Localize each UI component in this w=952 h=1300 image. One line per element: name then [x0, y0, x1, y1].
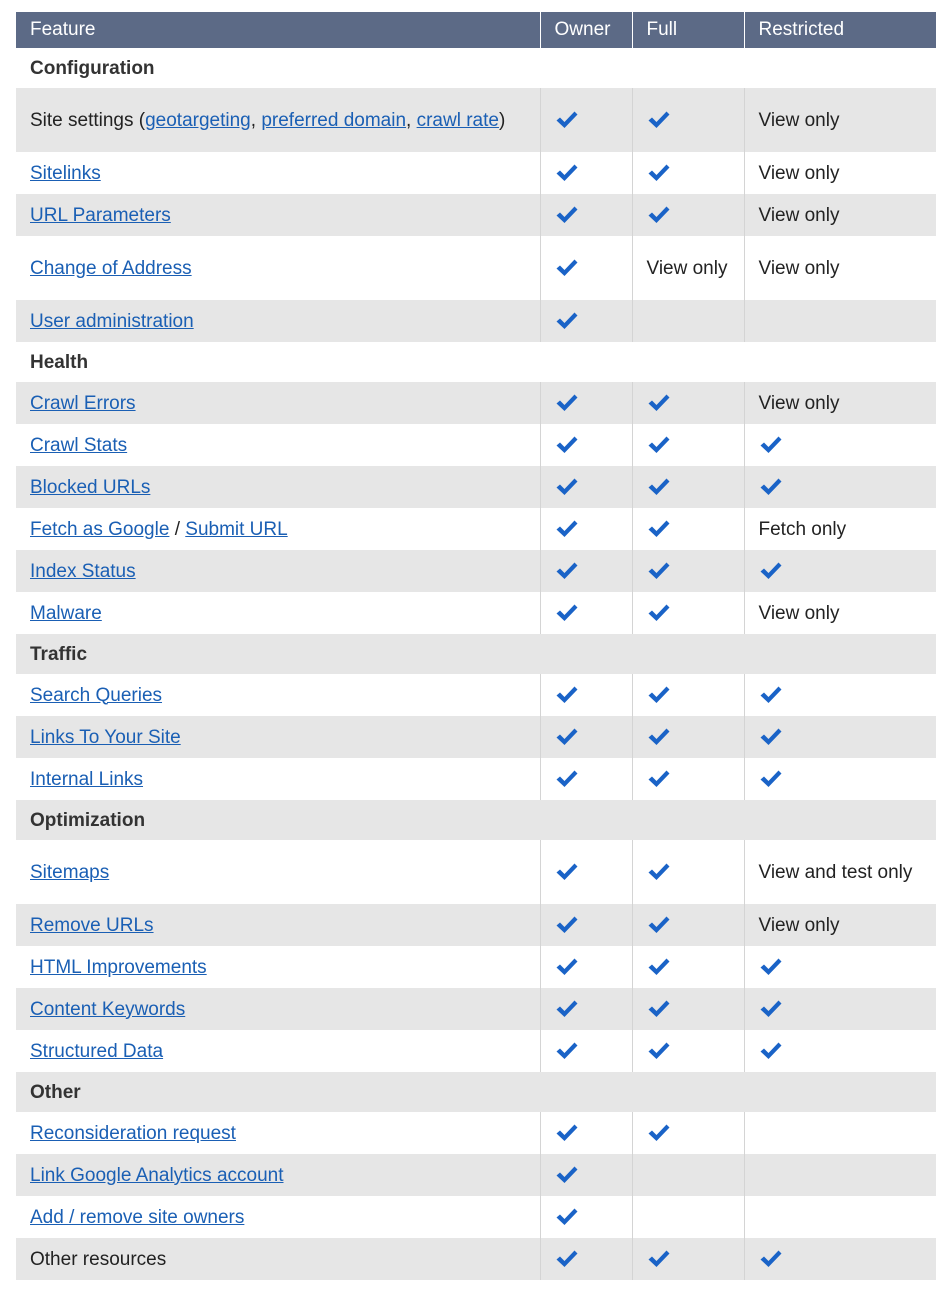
feature-cell	[16, 550, 540, 592]
restricted-cell	[744, 758, 936, 800]
checkmark-icon	[555, 999, 579, 1019]
checkmark-icon	[647, 435, 671, 455]
restricted-permission-text: View only	[758, 257, 840, 279]
feature-text: ,	[406, 109, 417, 131]
table-body	[16, 48, 936, 1280]
feature-link-submit-url[interactable]: Submit URL	[185, 518, 288, 540]
table-row	[16, 946, 936, 988]
checkmark-icon	[555, 727, 579, 747]
checkmark-icon	[759, 477, 783, 497]
feature-cell	[16, 674, 540, 716]
owner-cell	[540, 1112, 632, 1154]
table-row	[16, 1238, 936, 1280]
checkmark-icon	[759, 1249, 783, 1269]
table-row	[16, 300, 936, 342]
restricted-cell	[744, 592, 936, 634]
section-row-traffic	[16, 634, 936, 674]
owner-cell	[540, 424, 632, 466]
full-cell	[632, 946, 744, 988]
restricted-permission-text: View only	[758, 109, 840, 131]
feature-link-crawl-rate[interactable]: crawl rate	[416, 109, 499, 131]
owner-cell	[540, 550, 632, 592]
section-cell	[632, 800, 744, 840]
checkmark-icon	[759, 999, 783, 1019]
table-row	[16, 904, 936, 946]
table-row	[16, 466, 936, 508]
checkmark-icon	[647, 957, 671, 977]
section-cell	[540, 1072, 632, 1112]
checkmark-icon	[555, 561, 579, 581]
checkmark-icon	[555, 1165, 579, 1185]
checkmark-icon	[647, 999, 671, 1019]
permissions-table-container	[16, 12, 936, 1280]
feature-link-user-administration[interactable]: User administration	[30, 310, 194, 332]
full-cell	[632, 382, 744, 424]
checkmark-icon	[555, 915, 579, 935]
section-row-other	[16, 1072, 936, 1112]
table-row	[16, 424, 936, 466]
table-row	[16, 758, 936, 800]
owner-cell	[540, 1030, 632, 1072]
restricted-cell	[744, 988, 936, 1030]
owner-cell	[540, 508, 632, 550]
owner-cell	[540, 988, 632, 1030]
restricted-cell	[744, 236, 936, 300]
full-cell	[632, 1154, 744, 1196]
full-cell	[632, 194, 744, 236]
checkmark-icon	[647, 1249, 671, 1269]
checkmark-icon	[555, 205, 579, 225]
table-row	[16, 840, 936, 904]
feature-link-crawl-stats[interactable]: Crawl Stats	[30, 434, 128, 456]
feature-link-crawl-errors[interactable]: Crawl Errors	[30, 392, 136, 414]
full-cell	[632, 1112, 744, 1154]
full-cell	[632, 300, 744, 342]
full-cell	[632, 1196, 744, 1238]
restricted-cell	[744, 1196, 936, 1238]
section-cell	[744, 342, 936, 382]
table-row	[16, 236, 936, 300]
checkmark-icon	[555, 519, 579, 539]
restricted-cell	[744, 194, 936, 236]
owner-cell	[540, 592, 632, 634]
full-permission-text: View only	[646, 257, 728, 279]
checkmark-icon	[647, 205, 671, 225]
full-cell	[632, 152, 744, 194]
section-cell	[632, 342, 744, 382]
feature-link-sitelinks[interactable]: Sitelinks	[30, 162, 101, 184]
checkmark-icon	[647, 561, 671, 581]
checkmark-icon	[647, 393, 671, 413]
restricted-cell	[744, 1030, 936, 1072]
owner-cell	[540, 674, 632, 716]
feature-link-search-queries[interactable]: Search Queries	[30, 684, 163, 706]
restricted-cell	[744, 508, 936, 550]
feature-cell	[16, 300, 540, 342]
feature-cell	[16, 904, 540, 946]
owner-cell	[540, 466, 632, 508]
owner-cell	[540, 88, 632, 152]
feature-cell	[16, 466, 540, 508]
restricted-cell	[744, 946, 936, 988]
feature-link-remove-urls[interactable]: Remove URLs	[30, 914, 154, 936]
checkmark-icon	[555, 862, 579, 882]
checkmark-icon	[555, 1041, 579, 1061]
checkmark-icon	[759, 1041, 783, 1061]
feature-link-structured-data[interactable]: Structured Data	[30, 1040, 164, 1062]
feature-cell	[16, 592, 540, 634]
checkmark-icon	[759, 727, 783, 747]
table-row	[16, 194, 936, 236]
feature-link-html-improvements[interactable]: HTML Improvements	[30, 956, 207, 978]
owner-cell	[540, 1196, 632, 1238]
checkmark-icon	[759, 685, 783, 705]
section-row-health	[16, 342, 936, 382]
header-feature: Feature	[16, 12, 540, 48]
table-row	[16, 508, 936, 550]
section-cell	[744, 800, 936, 840]
section-cell	[632, 1072, 744, 1112]
full-cell	[632, 508, 744, 550]
restricted-cell	[744, 382, 936, 424]
feature-link-blocked-urls[interactable]: Blocked URLs	[30, 476, 151, 498]
section-cell	[540, 634, 632, 674]
owner-cell	[540, 758, 632, 800]
feature-cell	[16, 758, 540, 800]
checkmark-icon	[555, 957, 579, 977]
restricted-cell	[744, 424, 936, 466]
feature-cell	[16, 236, 540, 300]
checkmark-icon	[647, 603, 671, 623]
full-cell	[632, 674, 744, 716]
section-row-configuration	[16, 48, 936, 88]
checkmark-icon	[555, 311, 579, 331]
owner-cell	[540, 194, 632, 236]
checkmark-icon	[647, 769, 671, 789]
checkmark-icon	[759, 561, 783, 581]
full-cell	[632, 550, 744, 592]
permissions-table	[16, 12, 936, 1280]
owner-cell	[540, 716, 632, 758]
owner-cell	[540, 152, 632, 194]
restricted-permission-text: View and test only	[758, 861, 913, 883]
checkmark-icon	[647, 915, 671, 935]
restricted-permission-text: View only	[758, 392, 840, 414]
full-cell	[632, 1030, 744, 1072]
table-row	[16, 382, 936, 424]
table-header-row	[16, 12, 936, 48]
owner-cell	[540, 840, 632, 904]
checkmark-icon	[555, 603, 579, 623]
restricted-permission-text: View only	[758, 914, 840, 936]
feature-text: ,	[250, 109, 262, 131]
checkmark-icon	[555, 477, 579, 497]
header-full: Full	[632, 12, 744, 48]
full-cell	[632, 424, 744, 466]
owner-cell	[540, 382, 632, 424]
checkmark-icon	[647, 1123, 671, 1143]
table-row	[16, 988, 936, 1030]
feature-cell	[16, 88, 540, 152]
restricted-cell	[744, 716, 936, 758]
checkmark-icon	[555, 685, 579, 705]
checkmark-icon	[647, 685, 671, 705]
section-cell	[540, 48, 632, 88]
restricted-permission-text: View only	[758, 204, 840, 226]
restricted-permission-text: Fetch only	[758, 518, 847, 540]
table-row	[16, 1196, 936, 1238]
feature-cell	[16, 1112, 540, 1154]
restricted-cell	[744, 300, 936, 342]
checkmark-icon	[555, 258, 579, 278]
feature-cell	[16, 194, 540, 236]
restricted-cell	[744, 1238, 936, 1280]
checkmark-icon	[555, 1123, 579, 1143]
owner-cell	[540, 236, 632, 300]
checkmark-icon	[555, 393, 579, 413]
table-row	[16, 716, 936, 758]
full-cell	[632, 466, 744, 508]
section-cell	[632, 48, 744, 88]
table-row	[16, 674, 936, 716]
section-cell	[744, 48, 936, 88]
section-heading: Optimization	[16, 800, 540, 840]
header-restricted: Restricted	[744, 12, 936, 48]
feature-text: /	[169, 518, 186, 540]
table-row	[16, 1030, 936, 1072]
section-cell	[540, 342, 632, 382]
feature-link-links-to-your-site[interactable]: Links To Your Site	[30, 726, 181, 748]
checkmark-icon	[759, 957, 783, 977]
feature-link-reconsideration-request[interactable]: Reconsideration request	[30, 1122, 236, 1144]
restricted-cell	[744, 840, 936, 904]
checkmark-icon	[555, 110, 579, 130]
checkmark-icon	[647, 477, 671, 497]
section-cell	[744, 634, 936, 674]
feature-link-fetch-as-google[interactable]: Fetch as Google	[30, 518, 170, 540]
feature-link-index-status[interactable]: Index Status	[30, 560, 136, 582]
full-cell	[632, 904, 744, 946]
checkmark-icon	[555, 769, 579, 789]
table-row	[16, 152, 936, 194]
full-cell	[632, 1238, 744, 1280]
restricted-cell	[744, 1112, 936, 1154]
section-cell	[632, 634, 744, 674]
section-heading: Configuration	[30, 57, 155, 79]
checkmark-icon	[647, 1041, 671, 1061]
section-heading: Traffic	[16, 634, 540, 674]
feature-link-url-parameters[interactable]: URL Parameters	[30, 204, 171, 226]
section-row-optimization	[16, 800, 936, 840]
restricted-cell	[744, 904, 936, 946]
table-row	[16, 1112, 936, 1154]
feature-cell	[16, 424, 540, 466]
full-cell	[632, 988, 744, 1030]
full-cell	[632, 236, 744, 300]
checkmark-icon	[647, 163, 671, 183]
full-cell	[632, 758, 744, 800]
checkmark-icon	[555, 435, 579, 455]
full-cell	[632, 840, 744, 904]
checkmark-icon	[555, 1207, 579, 1227]
table-row	[16, 592, 936, 634]
table-row	[16, 550, 936, 592]
restricted-permission-text: View only	[758, 602, 840, 624]
restricted-permission-text: View only	[758, 162, 840, 184]
feature-cell	[16, 1196, 540, 1238]
checkmark-icon	[647, 519, 671, 539]
owner-cell	[540, 1154, 632, 1196]
full-cell	[632, 716, 744, 758]
feature-cell	[16, 508, 540, 550]
checkmark-icon	[759, 435, 783, 455]
section-heading: Health	[30, 351, 89, 373]
checkmark-icon	[647, 110, 671, 130]
table-row	[16, 88, 936, 152]
full-cell	[632, 592, 744, 634]
restricted-cell	[744, 1154, 936, 1196]
restricted-cell	[744, 550, 936, 592]
feature-link-add-remove-site-owners[interactable]: Add / remove site owners	[30, 1206, 245, 1228]
restricted-cell	[744, 674, 936, 716]
feature-link-malware[interactable]: Malware	[30, 602, 102, 624]
feature-link-internal-links[interactable]: Internal Links	[30, 768, 144, 790]
feature-cell	[16, 152, 540, 194]
feature-cell	[16, 1238, 540, 1280]
feature-text: Site settings (	[30, 109, 146, 131]
owner-cell	[540, 946, 632, 988]
section-cell	[744, 1072, 936, 1112]
checkmark-icon	[759, 769, 783, 789]
owner-cell	[540, 904, 632, 946]
feature-text: Other resources	[30, 1248, 167, 1270]
feature-link-preferred-domain[interactable]: preferred domain	[261, 109, 407, 131]
feature-link-content-keywords[interactable]: Content Keywords	[30, 998, 186, 1020]
feature-link-change-of-address[interactable]: Change of Address	[30, 257, 192, 279]
full-cell	[632, 88, 744, 152]
feature-link-geotargeting[interactable]: geotargeting	[145, 109, 251, 131]
feature-cell	[16, 946, 540, 988]
checkmark-icon	[647, 727, 671, 747]
feature-cell	[16, 382, 540, 424]
checkmark-icon	[647, 862, 671, 882]
owner-cell	[540, 300, 632, 342]
checkmark-icon	[555, 1249, 579, 1269]
feature-text: )	[498, 109, 506, 131]
section-cell	[540, 800, 632, 840]
feature-cell	[16, 988, 540, 1030]
feature-link-link-google-analytics-account[interactable]: Link Google Analytics account	[30, 1164, 284, 1186]
table-row	[16, 1154, 936, 1196]
feature-cell	[16, 1154, 540, 1196]
owner-cell	[540, 1238, 632, 1280]
feature-cell	[16, 840, 540, 904]
header-owner: Owner	[540, 12, 632, 48]
feature-link-sitemaps[interactable]: Sitemaps	[30, 861, 110, 883]
restricted-cell	[744, 466, 936, 508]
checkmark-icon	[555, 163, 579, 183]
section-heading: Other	[16, 1072, 540, 1112]
restricted-cell	[744, 88, 936, 152]
feature-cell	[16, 1030, 540, 1072]
feature-cell	[16, 716, 540, 758]
restricted-cell	[744, 152, 936, 194]
